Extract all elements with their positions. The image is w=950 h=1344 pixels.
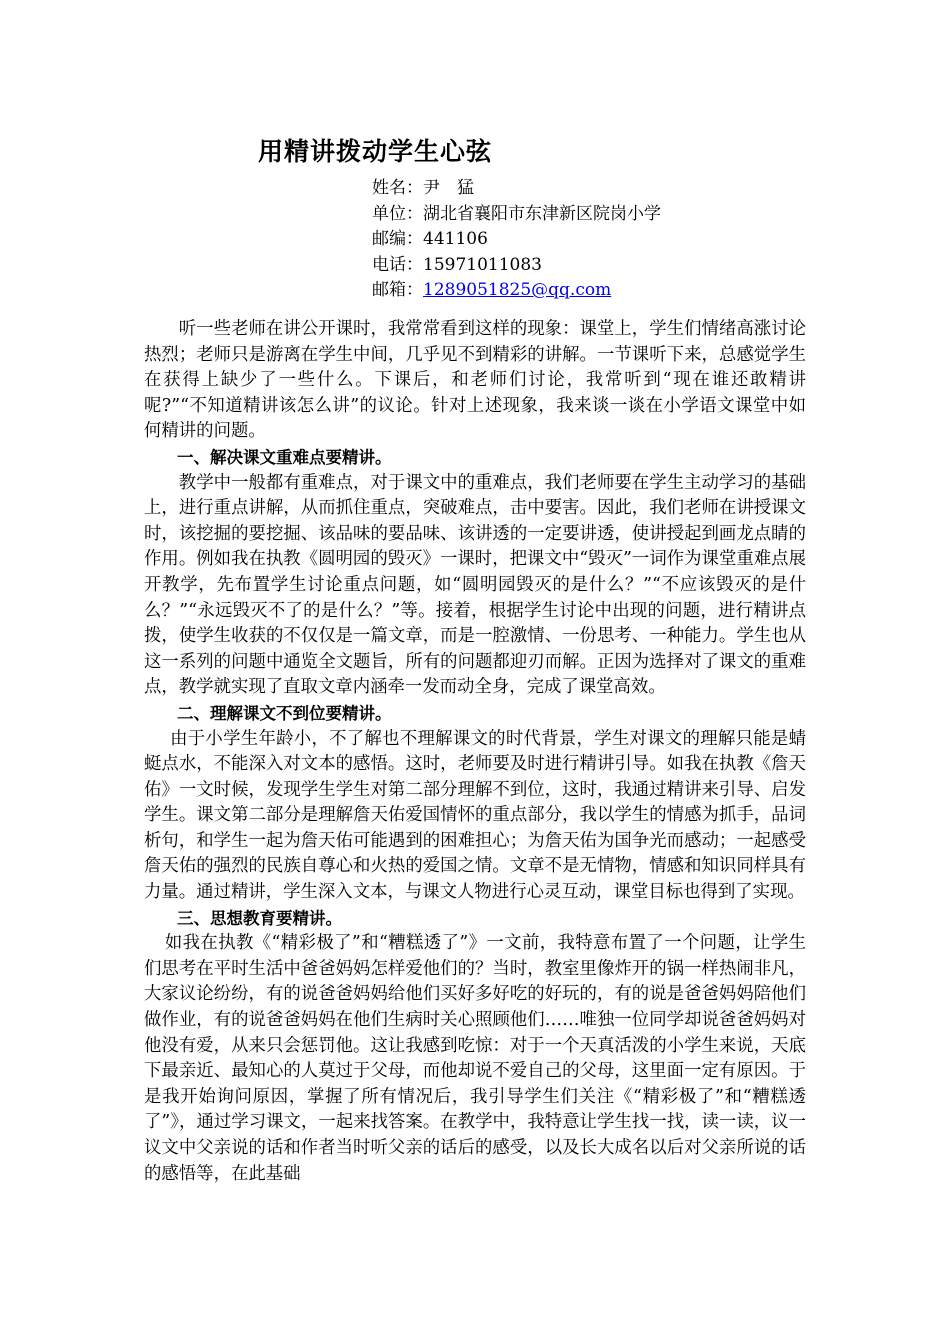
- author-email-row: [372, 278, 661, 304]
- email-label: 邮箱：: [372, 280, 423, 300]
- author-unit: 湖北省襄阳市东津新区院岗小学: [423, 203, 661, 224]
- author-postcode-row: [372, 227, 661, 253]
- postcode-label: 邮编：: [372, 229, 423, 249]
- author-name-row: [372, 176, 661, 202]
- author-phone-row: [372, 253, 661, 279]
- name-label: 姓名：: [372, 178, 423, 198]
- author-postcode: 441106: [423, 229, 488, 249]
- document-title: 用精讲拨动学生心弦: [258, 137, 493, 166]
- author-phone: 15971011083: [423, 254, 542, 275]
- intro-paragraph: 听一些老师在讲公开课时，我常常看到这样的现象：课堂上，学生们情绪高涨讨论热烈；老师只是游离在学生中间，几乎见不到精彩的讲解。一节课听下来，总感觉学生在获得上缺少了一些什么。下课后，和老师们讨论，我常听到“现在谁还敢精讲呢?”“不知道精讲该怎么讲”的议论。针对上述现象，我来谈一谈在小学语文课堂中如何精讲的问题。: [144, 319, 806, 442]
- section-heading-3: 三、思想教育要精讲。: [177, 908, 342, 928]
- section-heading-2: 二、理解课文不到位要精讲。: [177, 703, 392, 723]
- author-name: 尹 猛: [423, 178, 474, 198]
- author-email-link[interactable]: 1289051825@qq.com: [423, 280, 612, 300]
- section-heading-1: 一、解决课文重难点要精讲。: [177, 447, 392, 467]
- article-body: [144, 317, 806, 1187]
- phone-label: 电话：: [372, 254, 423, 275]
- author-unit-row: [372, 202, 661, 228]
- section-paragraph-2: 由于小学生年龄小，不了解也不理解课文的时代背景，学生对课文的理解只能是蜻蜓点水，不能深入对文本的感悟。这时，老师要及时进行精讲引导。如我在执教《詹天佑》一文时候，发现学生学生对第二部分理解不到位，这时，我通过精讲来引导、启发学生。课文第二部分是理解詹天佑爱国情怀的重点部分，我以学生的情感为抓手，品词析句，和学生一起为詹天佑可能遇到的困难担心；为詹天佑为国争光而感动；一起感受詹天佑的强烈的民族自尊心和火热的爱国之情。文章不是无情物，情感和知识同样具有力量。通过精讲，学生深入文本，与课文人物进行心灵互动，课堂目标也得到了实现。: [144, 728, 806, 903]
- section-paragraph-3: 如我在执教《“精彩极了”和“糟糕透了”》一文前，我特意布置了一个问题，让学生们思考在平时生活中爸爸妈妈怎样爱他们的？当时，教室里像炸开的锅一样热闹非凡，大家议论纷纷，有的说爸爸妈妈给他们买好多好吃的好玩的，有的说是爸爸妈妈陪他们做作业，有的说爸爸妈妈在他们生病时关心照顾他们……唯独一位同学却说爸爸妈妈对他没有爱，从来只会惩罚他。这让我感到吃惊：对于一个天真活泼的小学生来说，天底下最亲近、最知心的人莫过于父母，而他却说不爱自己的父母，这里面一定有原因。于是我开始询问原因，掌握了所有情况后，我引导学生们关注《“精彩极了”和“糟糕透了”》，通过学习课文，一起来找答案。在教学中，我特意让学生找一找，读一读，议一议文中父亲说的话和作者当时听父亲的话后的感受，以及长大成名以后对父亲所说的话的感悟等，在此基础: [144, 933, 806, 1184]
- author-info: [372, 176, 661, 304]
- section-paragraph-1: 教学中一般都有重难点，对于课文中的重难点，我们老师要在学生主动学习的基础上，进行重点讲解，从而抓住重点，突破难点，击中要害。因此，我们老师在讲授课文时，该挖掘的要挖掘、该品味的要品味、该讲透的一定要讲透，使讲授起到画龙点睛的作用。例如我在执教《圆明园的毁灭》一课时，把课文中“毁灭”一词作为课堂重难点展开教学，先布置学生讨论重点问题，如“圆明园毁灭的是什么？”“不应该毁灭的是什么？”“永远毁灭不了的是什么？”等。接着，根据学生讨论中出现的问题，进行精讲点拨，使学生收获的不仅仅是一篇文章，而是一腔激情、一份思考、一种能力。学生也从这一系列的问题中通览全文题旨，所有的问题都迎刃而解。正因为选择对了课文的重难点，教学就实现了直取文章内涵牵一发而动全身，完成了课堂高效。: [144, 472, 806, 698]
- unit-label: 单位：: [372, 203, 423, 224]
